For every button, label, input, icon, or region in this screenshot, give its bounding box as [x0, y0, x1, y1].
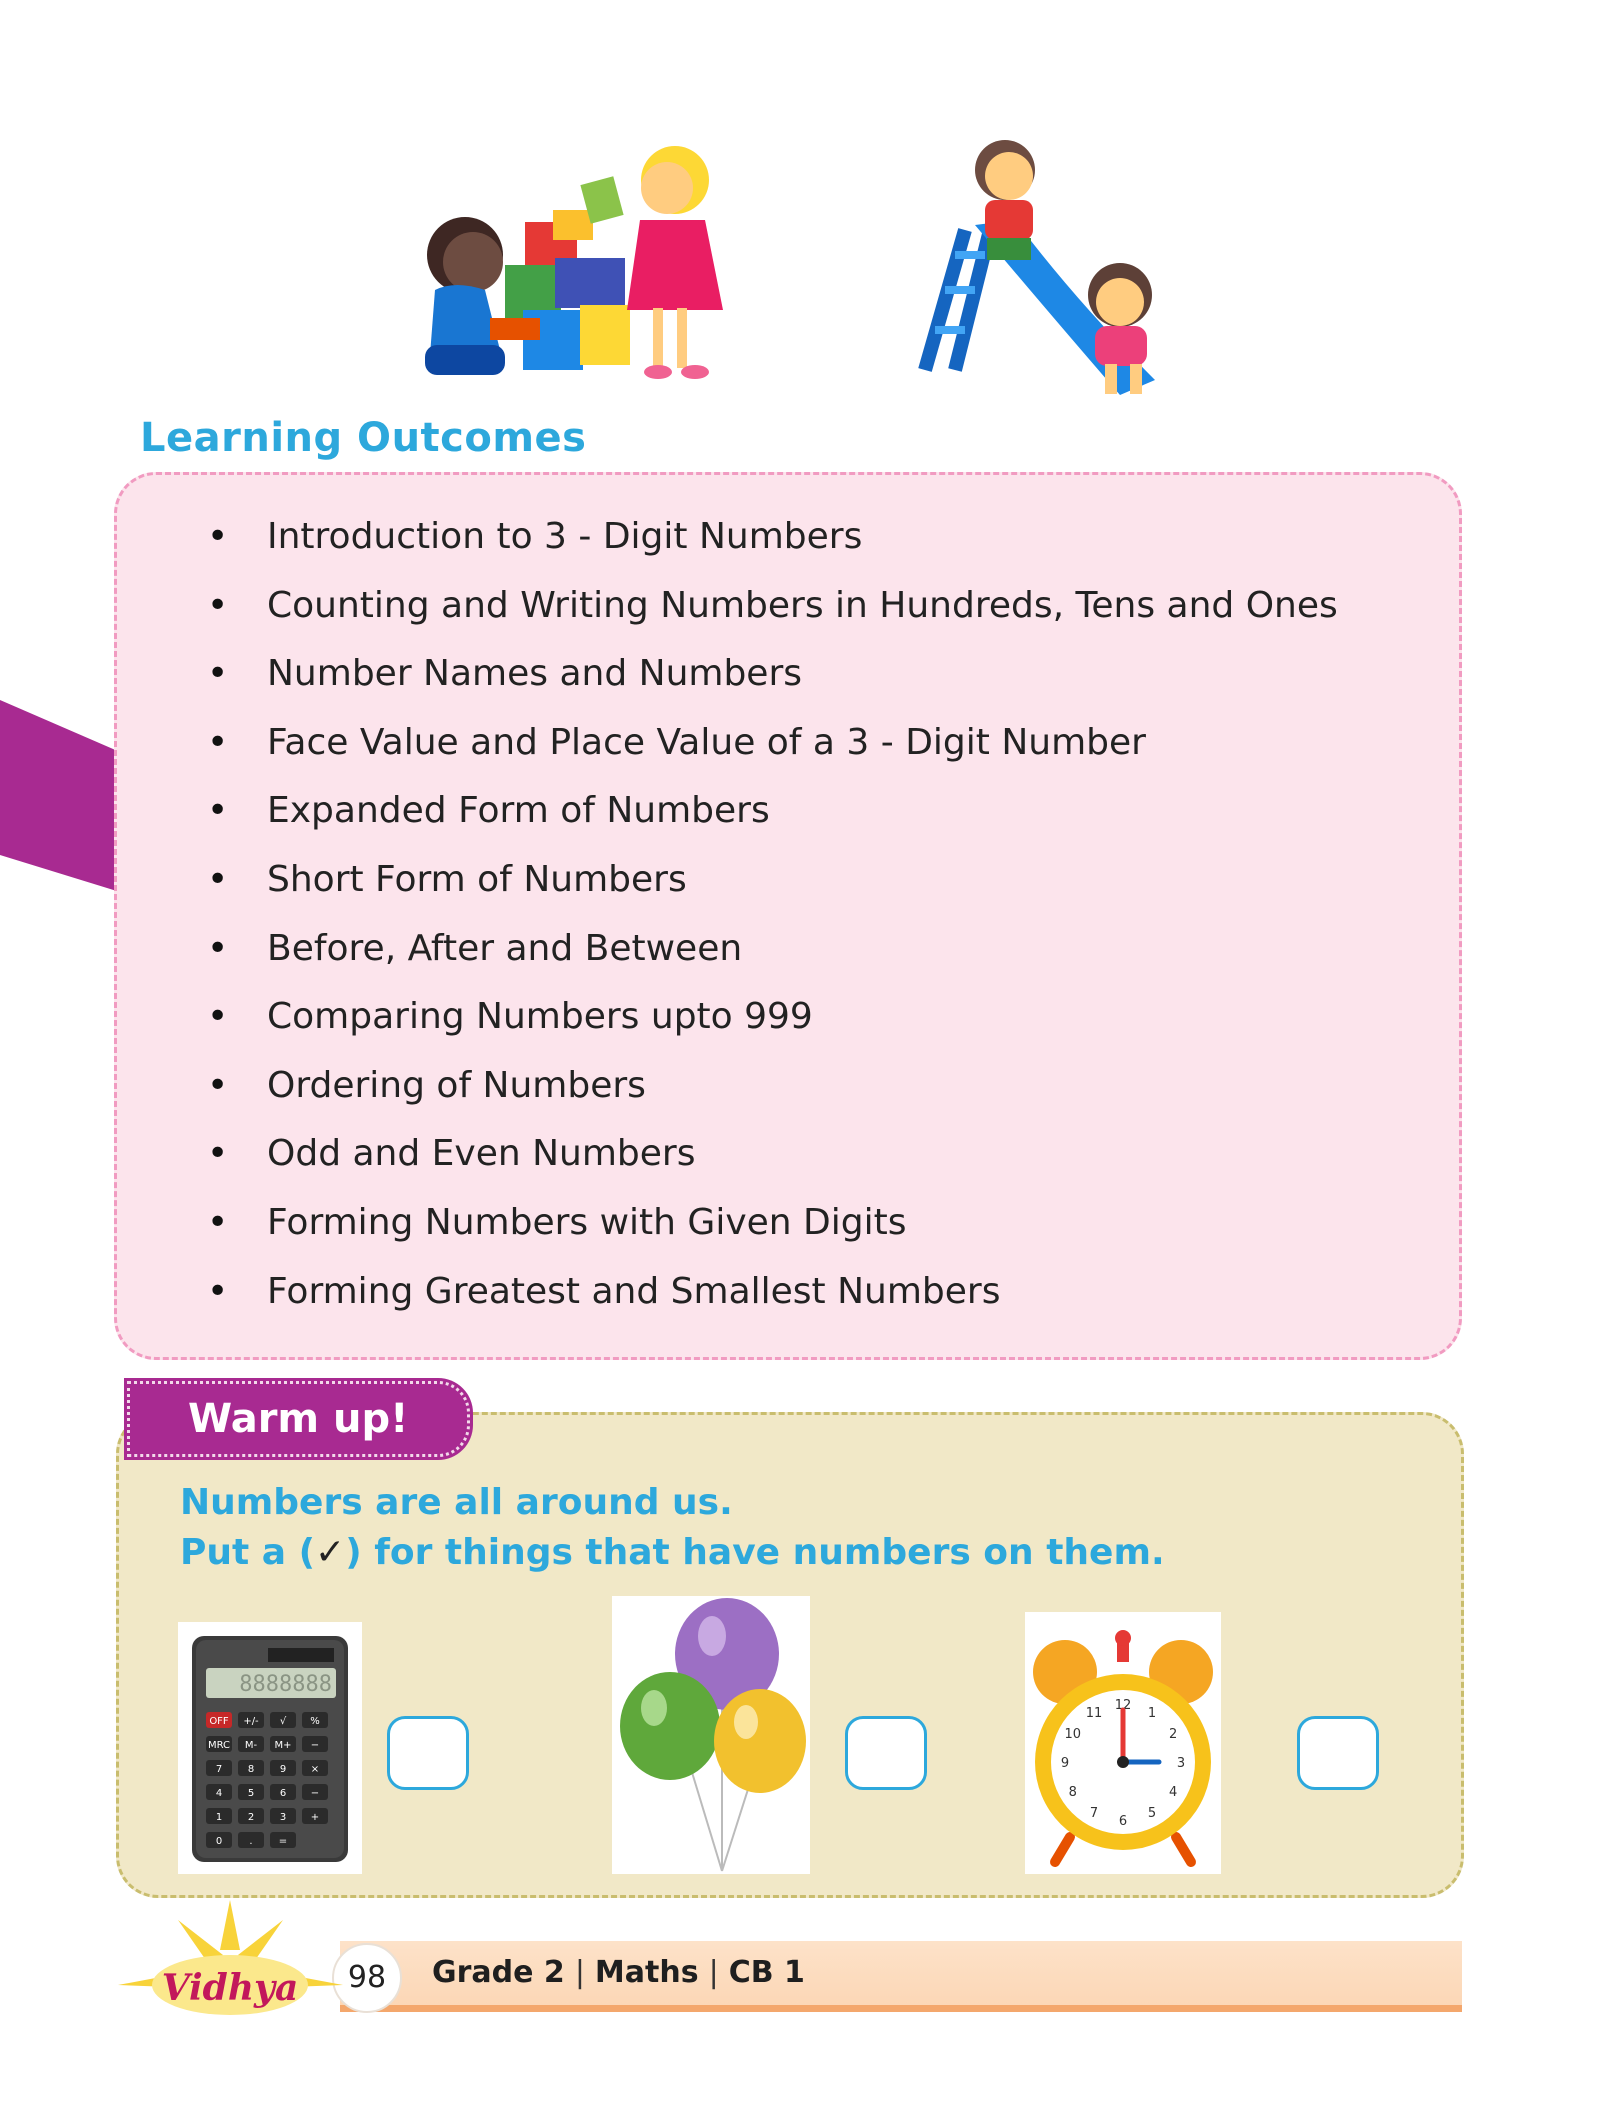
outcome-item — [207, 1064, 1338, 1133]
clock-number: 5 — [1147, 1806, 1157, 1822]
instruction-pre: Put a ( — [180, 1532, 316, 1573]
outcome-item — [207, 789, 1338, 858]
footer-separator: | — [708, 1955, 719, 1990]
balloons-picture — [612, 1596, 810, 1874]
vidhya-logo — [118, 1900, 343, 2030]
learning-outcomes-title: Learning Outcomes — [140, 415, 587, 461]
bullet-icon: • — [207, 653, 229, 695]
warm-up-line-2 — [180, 1532, 1165, 1573]
outcome-text: Before, After and Between — [267, 927, 743, 969]
clock-number: 1 — [1147, 1705, 1157, 1721]
calculator-key-label: MRC — [207, 1740, 231, 1751]
calculator-key-label: = — [278, 1836, 288, 1847]
outcome-item — [207, 1201, 1338, 1270]
calculator-display: 8888888 — [239, 1672, 332, 1697]
outcome-item — [207, 858, 1338, 927]
clock-number: 10 — [1064, 1727, 1082, 1742]
calculator-key-label: 5 — [247, 1788, 255, 1799]
calculator-checkbox[interactable] — [387, 1716, 469, 1790]
footer-book-info — [432, 1955, 805, 1990]
footer-grade: Grade 2 — [432, 1955, 565, 1990]
footer-subject: Maths — [594, 1955, 699, 1990]
kids-on-slide-illustration — [905, 130, 1215, 415]
warm-up-title: Warm up! — [188, 1396, 409, 1442]
calculator-key-label: 8 — [247, 1764, 255, 1775]
calculator-key-label: × — [310, 1764, 320, 1775]
calculator-picture — [178, 1622, 362, 1874]
footer-separator: | — [574, 1955, 585, 1990]
clock-checkbox[interactable] — [1297, 1716, 1379, 1790]
outcome-item — [207, 515, 1338, 584]
calculator-key-label: 1 — [215, 1812, 223, 1823]
clock-number: 7 — [1089, 1806, 1099, 1822]
outcome-text: Introduction to 3 - Digit Numbers — [267, 516, 863, 557]
instruction-post: ) for things that have numbers on them. — [345, 1532, 1165, 1573]
calculator-key-label: M- — [244, 1740, 258, 1751]
outcome-text: Forming Numbers with Given Digits — [267, 1201, 907, 1243]
bullet-icon: • — [207, 721, 229, 763]
warm-up-line-1: Numbers are all around us. — [180, 1482, 733, 1523]
outcome-item — [207, 1270, 1338, 1339]
outcome-text: Expanded Form of Numbers — [267, 790, 770, 832]
calculator-key-label: 4 — [215, 1788, 223, 1799]
outcome-item — [207, 1132, 1338, 1201]
warm-up-tab — [127, 1381, 470, 1457]
outcome-text: Ordering of Numbers — [267, 1064, 646, 1106]
calculator-key-label: OFF — [209, 1716, 229, 1727]
calculator-key-label: √ — [279, 1716, 287, 1727]
calculator-key-label: − — [310, 1788, 320, 1799]
bullet-icon: • — [207, 927, 229, 969]
bullet-icon: • — [207, 1201, 229, 1243]
clock-number: 11 — [1085, 1705, 1103, 1721]
logo-text: Vidhya — [161, 1967, 299, 2009]
bullet-icon: • — [207, 996, 229, 1038]
check-mark-icon: ✓ — [315, 1532, 346, 1573]
kids-playing-blocks-illustration — [405, 140, 775, 405]
clock-number: 12 — [1114, 1698, 1132, 1713]
calculator-key-label: 2 — [247, 1812, 255, 1823]
clock-number: 4 — [1169, 1785, 1178, 1800]
outcome-item — [207, 995, 1338, 1064]
bullet-icon: • — [207, 516, 229, 557]
clock-number: 8 — [1068, 1785, 1077, 1800]
calculator-key-label: 3 — [279, 1812, 287, 1823]
outcome-text: Short Form of Numbers — [267, 858, 687, 900]
calculator-key-label: 6 — [279, 1788, 287, 1799]
outcome-text: Counting and Writing Numbers in Hundreds, Tens and Ones — [267, 584, 1338, 626]
alarm-clock-picture — [1025, 1612, 1221, 1874]
clock-number: 9 — [1060, 1756, 1070, 1771]
outcome-text: Number Names and Numbers — [267, 653, 803, 695]
bullet-icon: • — [207, 1064, 229, 1106]
calculator-key-label: . — [249, 1836, 253, 1847]
page-number: 98 — [332, 1943, 402, 2013]
calculator-key-label: 0 — [215, 1836, 223, 1847]
balloons-checkbox[interactable] — [845, 1716, 927, 1790]
learning-outcomes-list — [207, 515, 1338, 1338]
bullet-icon: • — [207, 1270, 229, 1312]
clock-number: 3 — [1176, 1756, 1186, 1771]
calculator-key-label: +/- — [243, 1716, 259, 1727]
clock-number: 6 — [1118, 1814, 1128, 1829]
calculator-key-label: M+ — [274, 1740, 292, 1751]
side-decoration-tab — [0, 700, 120, 900]
outcome-text: Face Value and Place Value of a 3 - Digit Number — [267, 721, 1146, 763]
outcome-item — [207, 652, 1338, 721]
calculator-key-label: + — [310, 1812, 320, 1823]
bullet-icon: • — [207, 1133, 229, 1175]
calculator-key-label: 9 — [279, 1764, 287, 1775]
bullet-icon: • — [207, 584, 229, 626]
learning-outcomes-box — [114, 472, 1462, 1360]
footer-book: CB 1 — [728, 1955, 805, 1990]
bullet-icon: • — [207, 858, 229, 900]
calculator-key-label: % — [310, 1716, 320, 1727]
calculator-key-label: − — [310, 1740, 320, 1751]
outcome-text: Odd and Even Numbers — [267, 1133, 696, 1175]
outcome-item — [207, 927, 1338, 996]
calculator-key-label: 7 — [215, 1764, 223, 1775]
outcome-item — [207, 584, 1338, 653]
bullet-icon: • — [207, 790, 229, 832]
outcome-text: Comparing Numbers upto 999 — [267, 996, 813, 1038]
outcome-text: Forming Greatest and Smallest Numbers — [267, 1270, 1001, 1312]
outcome-item — [207, 721, 1338, 790]
clock-number: 2 — [1169, 1727, 1178, 1742]
